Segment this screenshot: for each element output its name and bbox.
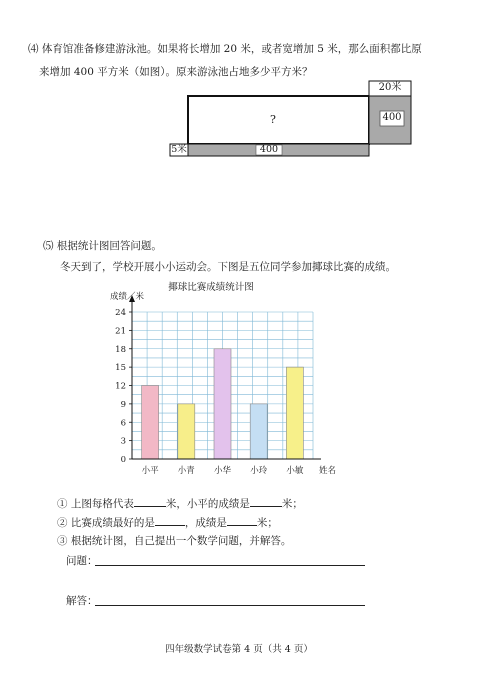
question-3 xyxy=(57,536,291,547)
answer-blank-grid-value[interactable] xyxy=(134,497,166,507)
problem-4-text-1: 体育馆准备修建游泳池。如果将长增加 20 米，或者宽增加 5 米，那么面积都比原 xyxy=(41,43,422,55)
bar-3 xyxy=(214,349,231,459)
diagram-bottom-area: 400 xyxy=(259,144,279,155)
page-footer: 四年级数学试卷第 4 页（共 4 页） xyxy=(165,644,313,655)
x-axis-label: 姓名 xyxy=(319,466,337,476)
question-2-part-2: ，成绩是 xyxy=(184,517,227,529)
question-1-number: ① xyxy=(57,498,68,510)
question-2-number: ② xyxy=(57,517,68,529)
bar-1 xyxy=(142,386,159,460)
y-axis-label: 成绩／米 xyxy=(110,292,145,302)
question-3-number: ③ xyxy=(57,535,68,547)
question-3-text: 根据统计图，自己提出一个数学问题，并解答。 xyxy=(70,535,292,547)
question-1-part-2: 米，小平的成绩是 xyxy=(165,498,250,510)
diagram-left-label: 5米 xyxy=(171,144,187,155)
y-tick-label-1: 3 xyxy=(120,436,126,447)
bar-2 xyxy=(178,404,195,459)
answer-label: 解答： xyxy=(66,595,98,607)
y-tick-label-7: 21 xyxy=(115,326,126,337)
question-answer-line[interactable] xyxy=(95,565,365,566)
question-2-part-1: 比赛成绩最好的是 xyxy=(70,517,155,529)
answer-blank-xiaoping[interactable] xyxy=(250,497,282,507)
y-tick-label-0: 0 xyxy=(120,455,126,465)
x-tick-label-5: 小敏 xyxy=(286,466,304,476)
y-tick-label-3: 9 xyxy=(120,399,126,410)
y-tick-label-8: 24 xyxy=(115,308,126,318)
y-tick-label-6: 18 xyxy=(115,344,126,355)
diagram-center-label: ? xyxy=(270,113,276,126)
question-label: 问题： xyxy=(66,555,98,567)
y-tick-label-5: 15 xyxy=(115,363,126,374)
x-tick-label-2: 小青 xyxy=(177,466,195,476)
diagram-top-label: 20米 xyxy=(378,82,402,93)
problem-5-number: ⑸ xyxy=(43,240,54,252)
problem-5-intro: 冬天到了，学校开展小小运动会。下图是五位同学参加揶球比赛的成绩。 xyxy=(60,261,396,273)
x-tick-label-4: 小玲 xyxy=(250,466,268,476)
y-tick-label-2: 6 xyxy=(120,418,126,429)
problem-5-title: 根据统计图回答问题。 xyxy=(56,240,162,252)
bar-5 xyxy=(286,367,303,459)
question-1 xyxy=(57,497,303,510)
solution-answer-line[interactable] xyxy=(95,605,365,606)
question-2 xyxy=(57,516,278,529)
bar-4 xyxy=(250,404,267,459)
question-1-part-1: 上图每格代表 xyxy=(70,498,134,510)
x-tick-label-3: 小华 xyxy=(213,466,232,476)
problem-4-text-2: 来增加 400 平方米（如图）。原来游泳池占地多少平方米？ xyxy=(39,66,313,78)
question-2-part-3: 米； xyxy=(256,517,278,529)
x-tick-label-1: 小平 xyxy=(141,466,159,476)
y-tick-label-4: 12 xyxy=(115,381,126,392)
answer-blank-best[interactable] xyxy=(155,516,185,526)
problem-4-number: ⑷ xyxy=(28,43,39,55)
answer-blank-best-score[interactable] xyxy=(227,516,257,526)
question-1-part-3: 米； xyxy=(281,498,303,510)
diagram-right-area: 400 xyxy=(382,112,402,123)
chart-title: 揶球比赛成绩统计图 xyxy=(168,282,254,293)
